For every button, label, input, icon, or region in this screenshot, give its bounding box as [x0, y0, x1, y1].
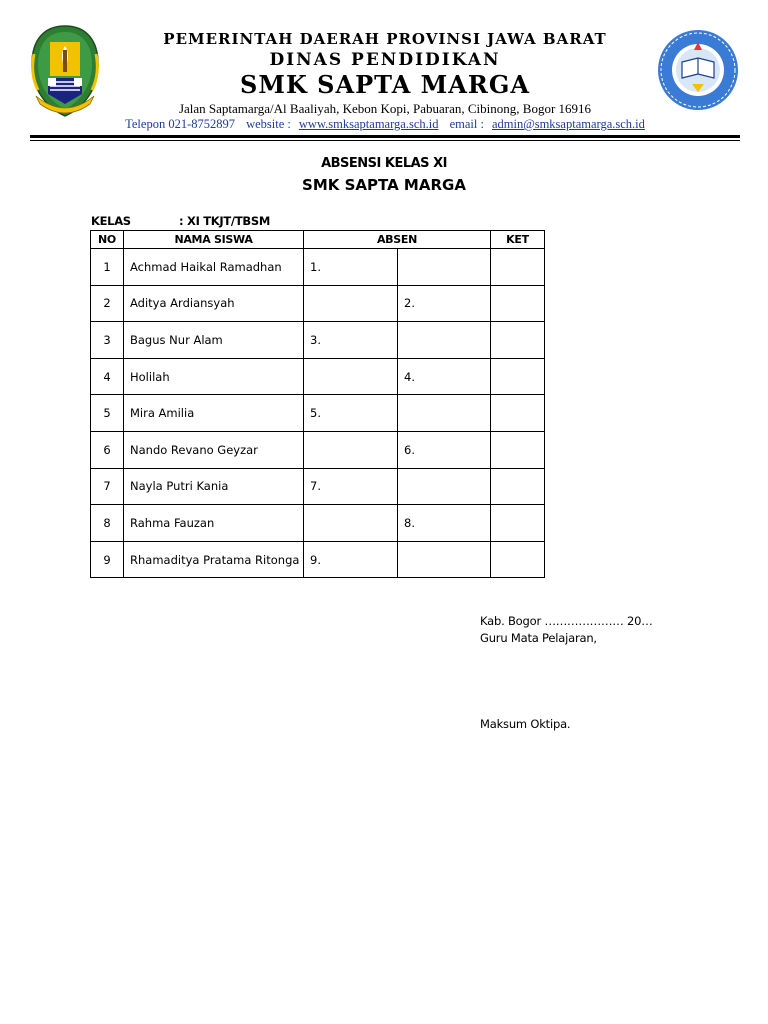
jawa-barat-emblem-icon	[28, 24, 102, 118]
class-label: KELAS	[91, 214, 131, 228]
cell-ket	[491, 431, 545, 468]
letterhead-website-link[interactable]: www.smksaptamarga.sch.id	[298, 117, 439, 131]
header-nama: NAMA SISWA	[124, 231, 304, 249]
cell-absen-1: 7.	[304, 468, 398, 505]
cell-ket	[491, 505, 545, 542]
cell-nama: Rhamaditya Pratama Ritonga	[124, 541, 304, 578]
cell-ket	[491, 285, 545, 322]
cell-absen-1	[304, 358, 398, 395]
attendance-table	[90, 230, 545, 578]
cell-absen-2: 4.	[398, 358, 491, 395]
cell-no: 1	[91, 249, 124, 286]
cell-no: 7	[91, 468, 124, 505]
letterhead-email-link[interactable]: admin@smksaptamarga.sch.id	[491, 117, 645, 131]
cell-nama: Rahma Fauzan	[124, 505, 304, 542]
cell-ket	[491, 395, 545, 432]
table-row	[91, 395, 545, 432]
letterhead-email-label: email :	[449, 117, 484, 131]
header-ket: KET	[491, 231, 545, 249]
table-row	[91, 322, 545, 359]
signature-place-date: Kab. Bogor ………………… 20…	[480, 614, 653, 628]
cell-ket	[491, 249, 545, 286]
cell-absen-2: 8.	[398, 505, 491, 542]
letterhead-address: Jalan Saptamarga/Al Baaliyah, Kebon Kopi, Pabuaran, Cibinong, Bogor 16916	[178, 101, 592, 116]
cell-nama: Bagus Nur Alam	[124, 322, 304, 359]
cell-nama: Achmad Haikal Ramadhan	[124, 249, 304, 286]
cell-no: 3	[91, 322, 124, 359]
letterhead-department: DINAS PENDIDIKAN	[269, 50, 501, 70]
cell-no: 6	[91, 431, 124, 468]
cell-absen-1	[304, 285, 398, 322]
cell-ket	[491, 358, 545, 395]
letterhead-government: PEMERINTAH DAERAH PROVINSI JAWA BARAT	[163, 30, 607, 48]
header-absen: ABSEN	[304, 231, 491, 249]
table-header-row	[91, 231, 545, 249]
cell-nama: Holilah	[124, 358, 304, 395]
cell-nama: Nando Revano Geyzar	[124, 431, 304, 468]
cell-no: 5	[91, 395, 124, 432]
class-value: : XI TKJT/TBSM	[179, 214, 270, 228]
cell-absen-2	[398, 541, 491, 578]
cell-absen-1: 9.	[304, 541, 398, 578]
signature-role: Guru Mata Pelajaran,	[480, 631, 597, 645]
cell-nama: Aditya Ardiansyah	[124, 285, 304, 322]
letterhead-rule-thin	[30, 140, 740, 141]
cell-absen-2	[398, 468, 491, 505]
cell-no: 9	[91, 541, 124, 578]
table-row	[91, 541, 545, 578]
cell-no: 2	[91, 285, 124, 322]
document-subtitle: SMK SAPTA MARGA	[302, 176, 466, 194]
table-row	[91, 431, 545, 468]
cell-no: 4	[91, 358, 124, 395]
cell-absen-1: 1.	[304, 249, 398, 286]
signature-name: Maksum Oktipa.	[480, 717, 571, 731]
document-title: ABSENSI KELAS XI	[321, 156, 447, 171]
letterhead-phone: Telepon 021-8752897	[125, 117, 235, 131]
cell-ket	[491, 322, 545, 359]
table-row	[91, 358, 545, 395]
cell-absen-2	[398, 322, 491, 359]
cell-nama: Nayla Putri Kania	[124, 468, 304, 505]
class-info	[91, 214, 270, 228]
cell-absen-2: 6.	[398, 431, 491, 468]
table-row	[91, 468, 545, 505]
table-row	[91, 249, 545, 286]
header-no: NO	[91, 231, 124, 249]
cell-absen-2: 2.	[398, 285, 491, 322]
table-row	[91, 505, 545, 542]
smk-sapta-marga-emblem-icon	[656, 28, 740, 112]
letterhead-school-name: SMK SAPTA MARGA	[240, 70, 530, 99]
cell-ket	[491, 541, 545, 578]
letterhead-rule-thick	[30, 135, 740, 138]
cell-absen-2	[398, 249, 491, 286]
cell-nama: Mira Amilia	[124, 395, 304, 432]
letterhead-website-label: website :	[246, 117, 291, 131]
cell-absen-1: 5.	[304, 395, 398, 432]
cell-absen-2	[398, 395, 491, 432]
cell-ket	[491, 468, 545, 505]
cell-absen-1	[304, 505, 398, 542]
cell-absen-1: 3.	[304, 322, 398, 359]
cell-absen-1	[304, 431, 398, 468]
cell-no: 8	[91, 505, 124, 542]
letterhead-contact	[120, 117, 650, 132]
table-row	[91, 285, 545, 322]
